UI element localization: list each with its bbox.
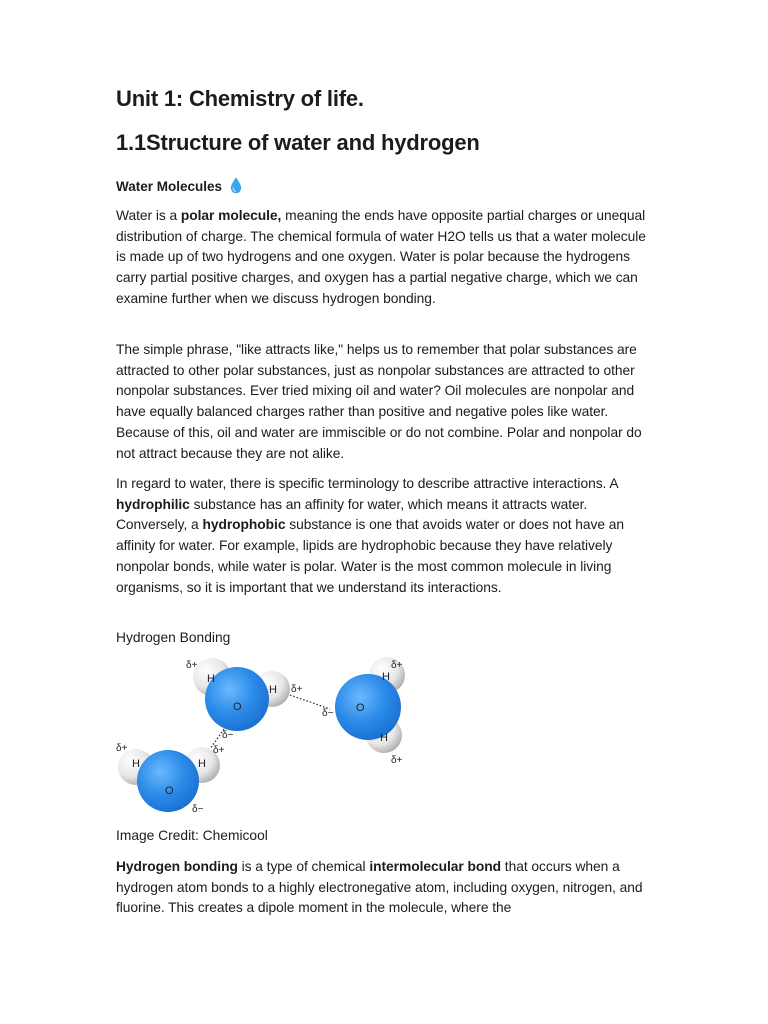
p3-text-2: substance has an affinity for water, which means it attracts water. Conversely, a <box>116 496 588 533</box>
hydrogen-bond-line <box>290 695 330 709</box>
svg-text:δ+: δ+ <box>213 745 225 756</box>
svg-text:O: O <box>165 785 174 797</box>
water-molecule-3 <box>116 743 225 815</box>
unit-title: Unit 1: Chemistry of life. <box>116 86 364 111</box>
figure-title: Hydrogen Bonding <box>116 630 231 645</box>
svg-text:H: H <box>132 758 140 770</box>
svg-text:δ−: δ− <box>192 804 204 815</box>
section-title: 1.1Structure of water and hydrogen <box>116 130 480 155</box>
paragraph-terminology <box>116 474 656 598</box>
svg-text:H: H <box>380 732 388 744</box>
water-drop-icon <box>230 177 242 194</box>
svg-text:O: O <box>356 702 365 714</box>
water-molecule-1 <box>186 658 303 741</box>
svg-text:δ−: δ− <box>222 730 234 741</box>
svg-text:δ+: δ+ <box>291 684 303 695</box>
p4-bold-hydrogen-bonding: Hydrogen bonding <box>116 859 238 874</box>
hydrogen-bonding-diagram <box>112 655 412 817</box>
svg-text:H: H <box>198 758 206 770</box>
p4-bold-intermolecular-bond: intermolecular bond <box>369 859 502 874</box>
svg-text:O: O <box>233 701 242 713</box>
p3-text-1: In regard to water, there is specific terminology to describe attractive interactions. A <box>116 476 618 491</box>
paragraph-hydrogen-bonding <box>116 857 656 919</box>
svg-text:H: H <box>207 673 215 685</box>
p4-text-2: that occurs when a hydrogen atom bonds to a highly electronegative atom, including oxygen, nitrogen, and fluorine. This creates a dipole moment in the molecule, where the <box>116 859 643 916</box>
p3-text-3: substance is one that avoids water or does not have an affinity for water. For example, lipids are hydrophobic because they have relatively nonpolar bonds, while water is polar. Water is the most common molecule in living organisms, so it is important that we understand its interactions. <box>116 517 625 595</box>
svg-text:H: H <box>382 671 390 683</box>
svg-text:δ+: δ+ <box>391 755 403 766</box>
p1-text-1: Water is a <box>116 208 181 223</box>
p1-text-2: meaning the ends have opposite partial charges or unequal distribution of charge. The chemical formula of water H2O tells us that a water molecule is made up of two hydrogens and one oxygen. Water is polar because the hydrogens carry partial positive charges, and oxygen has a partial negative charge, which we can examine further when we discuss hydrogen bonding. <box>116 208 646 306</box>
svg-text:δ+: δ+ <box>391 660 403 671</box>
svg-text:δ+: δ+ <box>116 743 128 754</box>
p3-bold-hydrophobic: hydrophobic <box>202 517 286 533</box>
p1-bold-polar-molecule: polar molecule, <box>180 208 282 223</box>
subheading-water-molecules <box>116 177 242 196</box>
paragraph-like-attracts-like: The simple phrase, "like attracts like," helps us to remember that polar substances are attracted to other polar substances, just as nonpolar substances are attracted to other nonpolar substances. Ever tried mixing oil and water? Oil molecules are nonpolar and have equally balanced charges rather than positive and negative poles like water. Because of this, oil and water are immiscible or do not combine. Polar and nonpolar do not attract because they are not alike. <box>116 342 642 461</box>
svg-text:H: H <box>269 684 277 696</box>
water-molecule-2 <box>322 657 405 766</box>
p4-text-1: is a type of chemical <box>237 859 370 874</box>
svg-text:δ+: δ+ <box>186 660 198 671</box>
p3-bold-hydrophilic: hydrophilic <box>116 496 190 512</box>
paragraph-polar-molecule <box>116 206 656 310</box>
image-credit: Image Credit: Chemicool <box>116 828 268 843</box>
subheading-label: Water Molecules <box>116 179 223 194</box>
svg-text:δ−: δ− <box>322 708 334 719</box>
